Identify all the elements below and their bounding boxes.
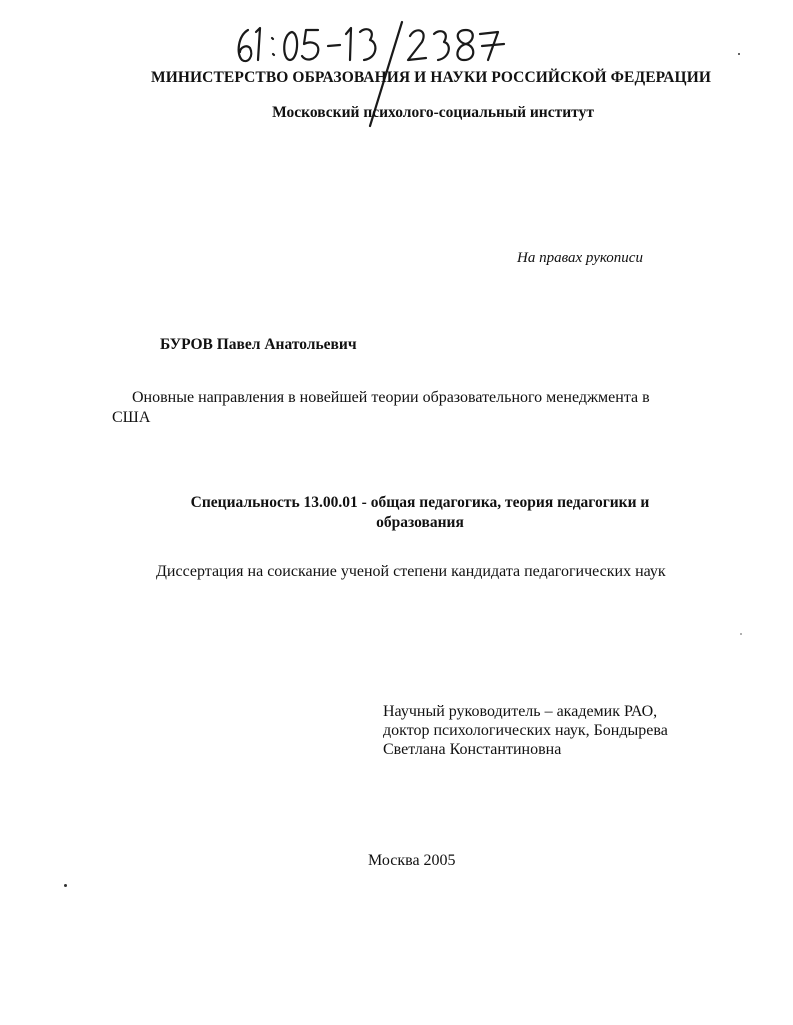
- ministry-heading: МИНИСТЕРСТВО ОБРАЗОВАНИЯ И НАУКИ РОССИЙСКОЙ ФЕДЕРАЦИИ: [150, 69, 712, 86]
- scan-speck: [738, 53, 740, 55]
- supervisor-block: [383, 702, 703, 759]
- rights-note: На правах рукописи: [517, 250, 643, 266]
- institute-name: Московский психолого-социальный институт: [272, 104, 594, 121]
- scan-speck: [740, 633, 742, 635]
- supervisor-line-3: Светлана Константиновна: [383, 741, 562, 758]
- specialty-line: Специальность 13.00.01 - общая педагогика, теория педагогики и образования: [190, 494, 650, 531]
- supervisor-line-2: доктор психологических наук, Бондырева: [383, 722, 668, 739]
- dissertation-title: Оновные направления в новейшей теории образовательного менеджмента в США: [112, 389, 650, 426]
- supervisor-line-1: Научный руководитель – академик РАО,: [383, 703, 658, 720]
- author-name: БУРОВ Павел Анатольевич: [160, 336, 357, 353]
- degree-statement: Диссертация на соискание ученой степени кандидата педагогических наук: [156, 563, 666, 580]
- scan-speck: [64, 884, 67, 887]
- city-year: Москва 2005: [368, 852, 456, 869]
